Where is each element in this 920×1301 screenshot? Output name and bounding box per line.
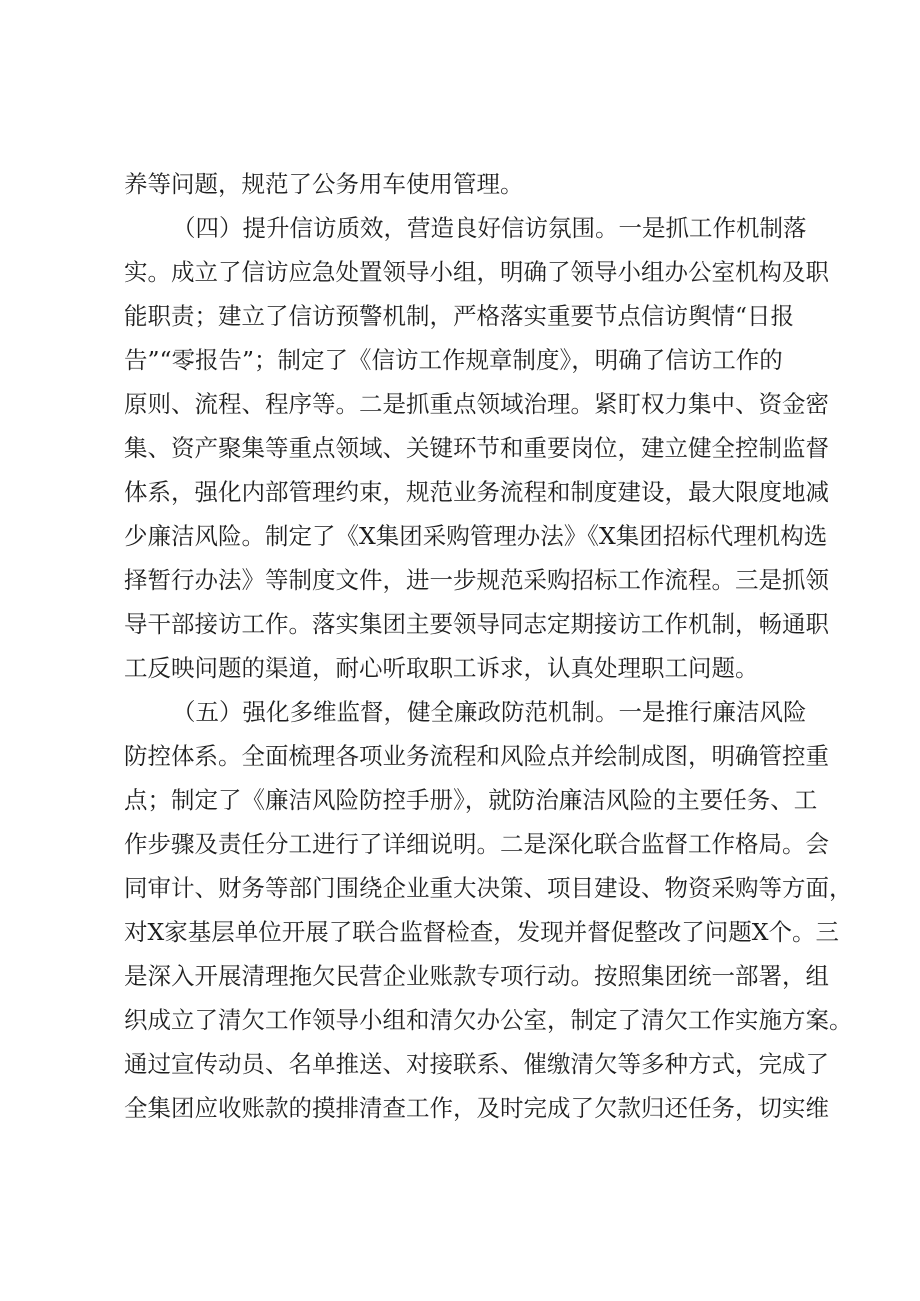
paragraph-five-heading-line	[0, 688, 920, 736]
line-text: 原则、流程、程序等。二是抓重点领域治理。紧盯权力集中、资金密	[124, 390, 829, 418]
line-text: 体系，强化内部管理约束，规范业务流程和制度建设，最大限度地减	[124, 478, 829, 506]
line-text: 防控体系。全面梳理各项业务流程和风险点并绘制成图，明确管控重	[124, 742, 829, 770]
text-line	[0, 776, 920, 824]
text-line	[0, 248, 920, 296]
text-line	[0, 380, 920, 428]
line-text: 少廉洁风险。制定了《X集团采购管理办法》《X集团招标代理机构选	[124, 522, 828, 550]
line-text: 全集团应收账款的摸排清查工作，及时完成了欠款归还任务，切实维	[124, 1094, 829, 1122]
line-text: 通过宣传动员、名单推送、对接联系、催缴清欠等多种方式，完成了	[124, 1050, 829, 1078]
line-text: 点；制定了《廉洁风险防控手册》，就防治廉洁风险的主要任务、工	[124, 786, 818, 814]
line-text: 织成立了清欠工作领导小组和清欠办公室，制定了清欠工作实施方案。	[124, 1006, 853, 1034]
line-text: 导干部接访工作。落实集团主要领导同志定期接访工作机制，畅通职	[124, 610, 829, 638]
text-line	[0, 952, 920, 1000]
text-line	[0, 1084, 920, 1132]
line-text: 工反映问题的渠道，耐心听取职工诉求，认真处理职工问题。	[124, 654, 759, 682]
text-line	[0, 996, 920, 1044]
text-line	[0, 644, 920, 692]
text-line	[0, 820, 920, 868]
text-line	[0, 292, 920, 340]
line-text: 同审计、财务等部门围绕企业重大决策、项目建设、物资采购等方面，	[124, 874, 853, 902]
line-text: 养等问题，规范了公务用车使用管理。	[124, 170, 524, 198]
line-text: 能职责；建立了信访预警机制，严格落实重要节点信访舆情“日报	[124, 302, 795, 330]
line-text: （四）提升信访质效，营造良好信访氛围。一是抓工作机制落	[172, 214, 807, 242]
text-line	[0, 468, 920, 516]
line-text: 择暂行办法》等制度文件，进一步规范采购招标工作流程。三是抓领	[124, 566, 829, 594]
text-line	[0, 556, 920, 604]
text-line	[0, 512, 920, 560]
text-line	[0, 1040, 920, 1088]
line-text: 是深入开展清理拖欠民营企业账款专项行动。按照集团统一部署，组	[124, 962, 829, 990]
text-line	[0, 336, 920, 384]
text-line	[0, 864, 920, 912]
text-line	[0, 908, 920, 956]
text-line	[0, 424, 920, 472]
line-text: 集、资产聚集等重点领域、关键环节和重要岗位，建立健全控制监督	[124, 434, 829, 462]
line-text: 对X家基层单位开展了联合监督检查，发现并督促整改了问题X个。三	[124, 918, 839, 946]
text-line	[0, 160, 920, 208]
text-line	[0, 732, 920, 780]
line-text: 告”“零报告”；制定了《信访工作规章制度》，明确了信访工作的	[124, 346, 783, 374]
paragraph-four-heading-line	[0, 204, 920, 252]
text-line	[0, 600, 920, 648]
line-text: 实。成立了信访应急处置领导小组，明确了领导小组办公室机构及职	[124, 258, 829, 286]
line-text: （五）强化多维监督，健全廉政防范机制。一是推行廉洁风险	[172, 698, 807, 726]
line-text: 作步骤及责任分工进行了详细说明。二是深化联合监督工作格局。会	[124, 830, 829, 858]
